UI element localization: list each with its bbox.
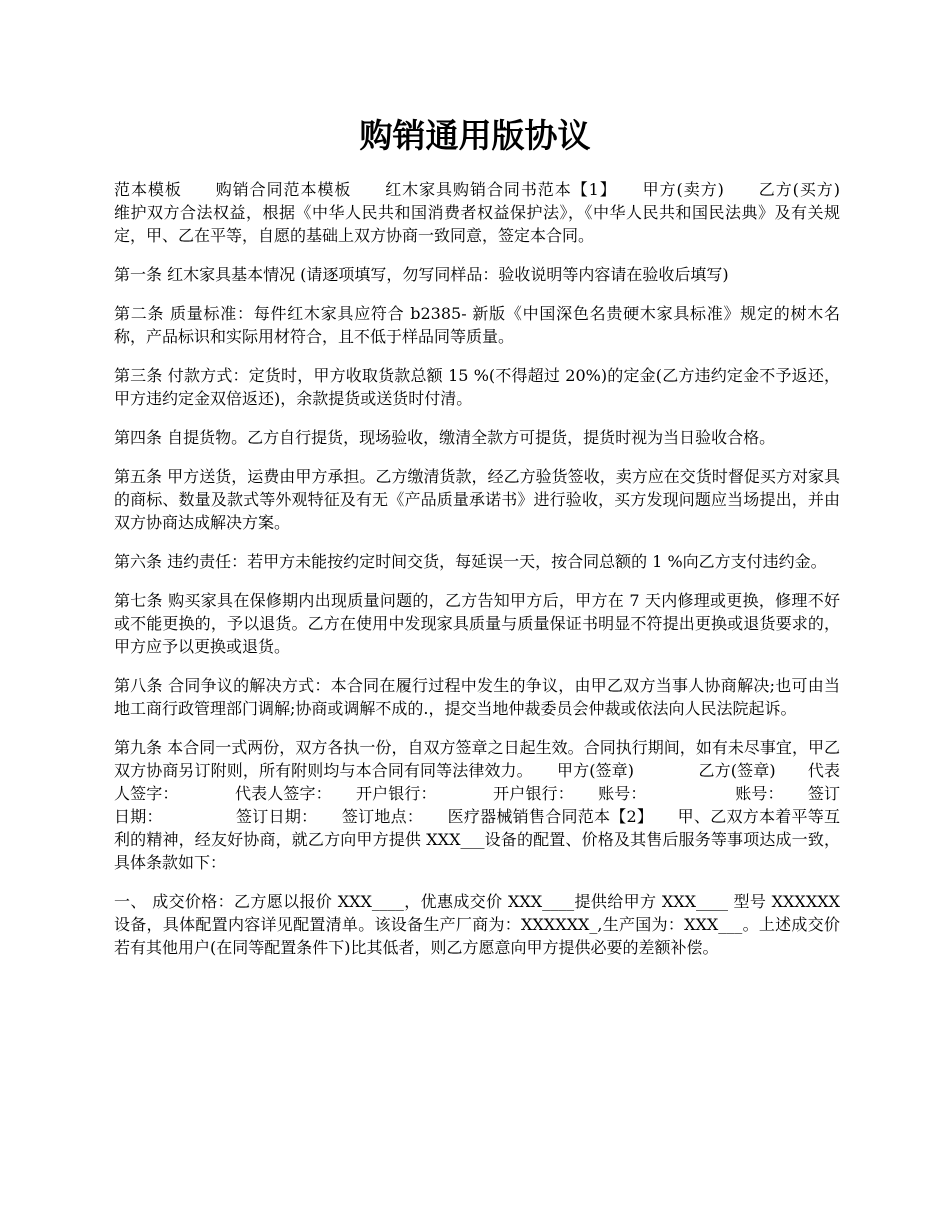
paragraph-article-9: 第九条 本合同一式两份，双方各执一份，自双方签章之日起生效。合同执行期间，如有未尽事宜，甲乙双方协商另订附则，所有附则均与本合同有同等法律效力。 甲方(签章) 乙方(签章) 代表人签字： 代表人签字： 开户银行： 开户银行： 账号： 账号： 签订日期： 签订日期： 签订地点： 医疗器械销售合同范本【2】 甲、乙双方本着平等互利的精神，经友好协商，就乙方向甲方提供 XXX___设备的配置、价格及其售后服务等事项达成一致，具体条款如下：: [114, 738, 840, 872]
paragraph-article-7: 第七条 购买家具在保修期内出现质量问题的，乙方告知甲方后，甲方在 7 天内修理或更换，修理不好或不能更换的，予以退货。乙方在使用中发现家具质量与质量保证书明显不符提出更换或退货要求的，甲方应予以更换或退货。: [114, 591, 840, 656]
paragraph-article-4: 第四条 自提货物。乙方自行提货，现场验收，缴清全款方可提货，提货时视为当日验收合格。: [114, 428, 776, 447]
paragraph-clause-1: 一、 成交价格：乙方愿以报价 XXX____，优惠成交价 XXX____提供给甲方 XXX____ 型号 XXXXXX 设备，具体配置内容详见配置清单。该设备生产厂商为：XXXXXX_,生产国为：XXX___。上述成交价若有其他用户(在同等配置条件下)比其低者，则乙方愿意向甲方提供必要的差额补偿。: [114, 892, 840, 957]
paragraph-article-1: 第一条 红木家具基本情况 (请逐项填写，勿写同样品：验收说明等内容请在验收后填写): [114, 265, 729, 284]
paragraph-article-5: 第五条 甲方送货，运费由甲方承担。乙方缴清货款，经乙方验货签收，卖方应在交货时督促买方对家具的商标、数量及款式等外观特征及有无《产品质量承诺书》进行验收，买方发现问题应当场提出，并由双方协商达成解决方案。: [114, 467, 840, 532]
paragraph-intro: 范本模板 购销合同范本模板 红木家具购销合同书范本【1】 甲方(卖方) 乙方(买方) 维护双方合法权益，根据《中华人民共和国消费者权益保护法》，《中华人民共和国民法典》及有关规定，甲、乙在平等，自愿的基础上双方协商一致同意，签定本合同。: [114, 180, 873, 245]
page-title: 购销通用版协议: [359, 116, 591, 155]
paragraph-article-3: 第三条 付款方式：定货时，甲方收取货款总额 15 %(不得超过 20%)的定金(乙方违约定金不予返还，甲方违约定金双倍返还)，余款提货或送货时付清。: [114, 366, 840, 408]
paragraph-article-6: 第六条 违约责任：若甲方未能按约定时间交货，每延误一天，按合同总额的 1 %向乙方支付违约金。: [114, 552, 827, 571]
paragraph-article-2: 第二条 质量标准：每件红木家具应符合 b2385- 新版《中国深色名贵硬木家具标准》规定的树木名称，产品标识和实际用材符合，且不低于样品同等质量。: [114, 304, 840, 346]
document-body: [114, 178, 873, 975]
paragraph-article-8: 第八条 合同争议的解决方式：本合同在履行过程中发生的争议，由甲乙双方当事人协商解决;也可由当地工商行政管理部门调解;协商或调解不成的.，提交当地仲裁委员会仲裁或依法向人民法院起诉。: [114, 676, 840, 718]
